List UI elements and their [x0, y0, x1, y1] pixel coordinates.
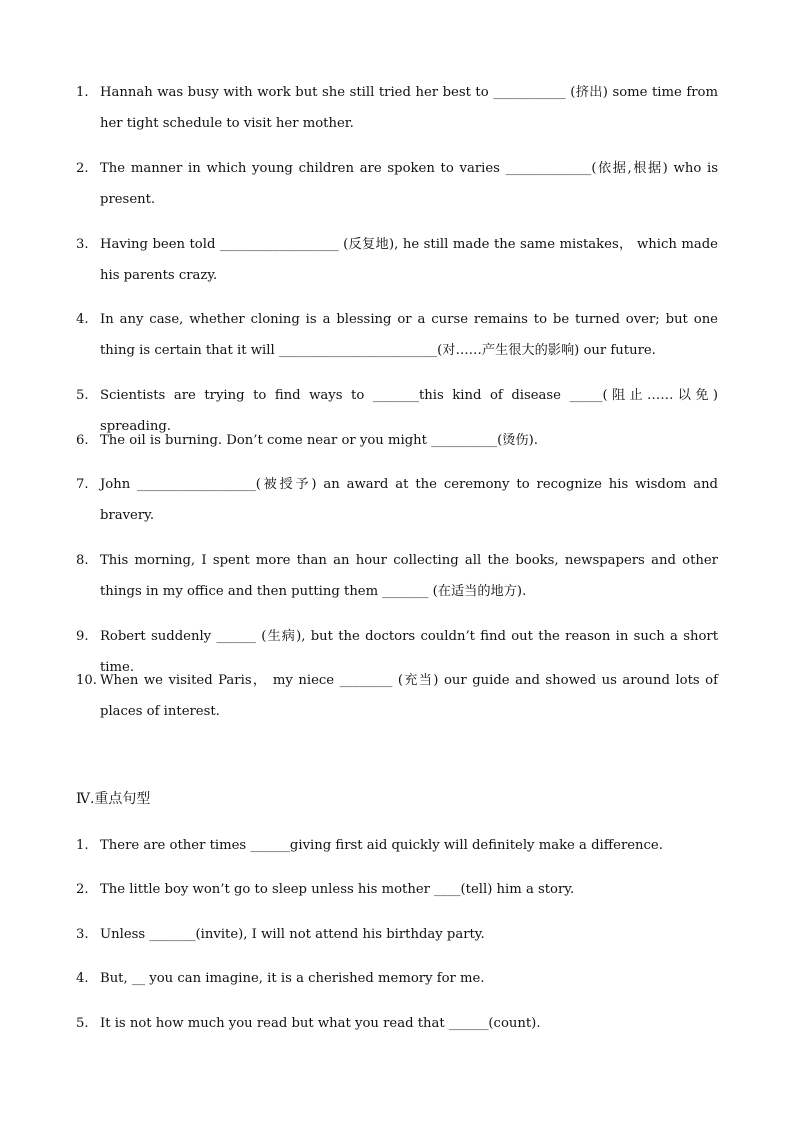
question-item — [76, 425, 718, 456]
question-item — [76, 153, 718, 215]
question-number: 3. — [76, 927, 89, 942]
question-item — [76, 919, 718, 950]
question-number: 7. — [76, 477, 89, 492]
question-text: Unless _______(invite), I will not attend his birthday party. — [100, 927, 485, 942]
question-item — [76, 229, 718, 291]
question-text: The little boy won’t go to sleep unless his mother ____(tell) him a story. — [100, 882, 575, 897]
question-item — [76, 963, 718, 994]
question-number: 9. — [76, 629, 89, 644]
question-text: In any case, whether cloning is a blessing or a curse remains to be turned over; but one thing is certain that it will ________________________(对……产生很大的影响) our future. — [100, 312, 718, 358]
question-text: Having been told __________________ (反复地), he still made the same mistakes， which made his parents crazy. — [100, 237, 718, 283]
question-number: 4. — [76, 971, 89, 986]
question-text: The manner in which young children are spoken to varies _____________(依据,根据) who is present. — [100, 161, 718, 207]
question-number: 2. — [76, 882, 89, 897]
question-number: 8. — [76, 553, 89, 568]
question-item — [76, 830, 718, 861]
question-text: When we visited Paris， my niece ________ (充当) our guide and showed us around lots of places of interest. — [100, 673, 718, 719]
question-item — [76, 304, 718, 366]
question-number: 4. — [76, 312, 89, 327]
question-number: 2. — [76, 161, 89, 176]
question-text: Robert suddenly ______ (生病), but the doctors couldn’t find out the reason in such a short time. — [100, 629, 718, 675]
question-item — [76, 874, 718, 905]
section-title: Ⅳ.重点句型 — [76, 791, 151, 807]
question-number: 6. — [76, 433, 89, 448]
question-item — [76, 1008, 718, 1039]
question-number: 1. — [76, 838, 89, 853]
question-number: 5. — [76, 388, 89, 403]
question-item — [76, 77, 718, 139]
question-item — [76, 545, 718, 607]
question-item — [76, 469, 718, 531]
question-text: But, __ you can imagine, it is a cherished memory for me. — [100, 971, 485, 986]
question-text: John __________________(被授予) an award at the ceremony to recognize his wisdom and bravery. — [100, 477, 718, 523]
question-text: The oil is burning. Don’t come near or you might __________(烫伤). — [100, 433, 538, 448]
question-number: 3. — [76, 237, 89, 252]
question-item — [76, 665, 718, 727]
question-text: Scientists are trying to find ways to _______this kind of disease _____(阻止……以免) spreading. — [100, 388, 718, 434]
question-text: It is not how much you read but what you read that ______(count). — [100, 1016, 541, 1031]
question-text: There are other times ______giving first aid quickly will definitely make a difference. — [100, 838, 663, 853]
question-number: 5. — [76, 1016, 89, 1031]
question-number: 1. — [76, 85, 89, 100]
question-text: Hannah was busy with work but she still tried her best to ___________ (挤出) some time from her tight schedule to visit her mother. — [100, 85, 718, 131]
question-number: 10. — [76, 673, 97, 688]
question-text: This morning, I spent more than an hour collecting all the books, newspapers and other things in my office and then putting them _______ (在适当的地方). — [100, 553, 718, 599]
